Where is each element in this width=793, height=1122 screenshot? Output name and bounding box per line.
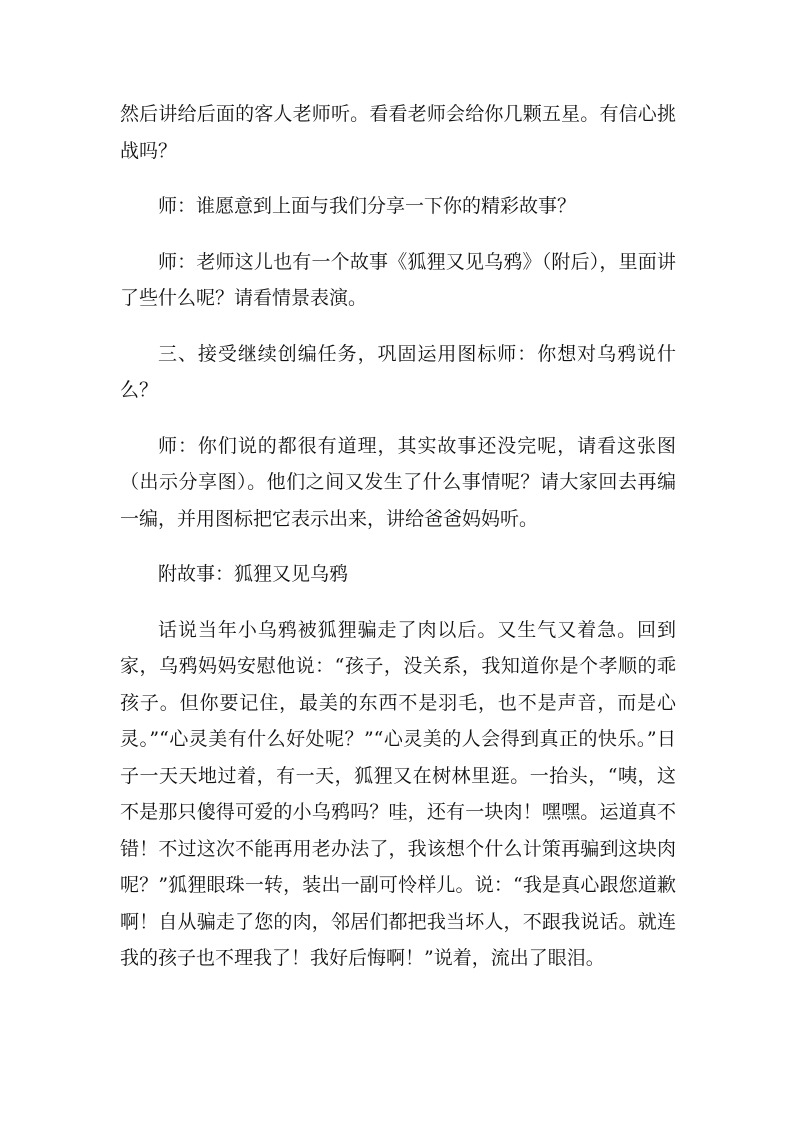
paragraph-continued-text: 然后讲给后面的客人老师听。看看老师会给你几颗五星。有信心挑战吗？ (120, 103, 676, 162)
document-body (120, 96, 676, 977)
paragraph-appendix-story: 话说当年小乌鸦被狐狸骗走了肉以后。又生气又着急。回到家，乌鸦妈妈安慰他说：“孩子，没关系，我知道你是个孝顺的乖孩子。但你要记住，最美的东西不是羽毛，也不是声音，而是心灵。”“心灵美有什么好处呢？”“心灵美的人会得到真正的快乐。”日子一天天地过着，有一天，狐狸又在树林里逛。一抬头，“咦，这不是那只傻得可爱的小乌鸦吗？哇，还有一块肉！嘿嘿。运道真不错！不过这次不能再用老办法了，我该想个什么计策再骗到这块肉呢？”狐狸眼珠一转，装出一副可怜样儿。说：“我是真心跟您道歉啊！自从骗走了您的肉，邻居们都把我当坏人，不跟我说话。就连我的孩子也不理我了！我好后悔啊！”说着，流出了眼泪。 (120, 618, 676, 969)
paragraph-teacher-invite: 师：谁愿意到上面与我们分享一下你的精彩故事？ (158, 195, 577, 217)
paragraph-teacher-story: 师：老师这儿也有一个故事《狐狸又见乌鸦》（附后），里面讲了些什么呢？请看情景表演。 (120, 250, 676, 309)
paragraph-appendix-title: 附故事：狐狸又见乌鸦 (158, 563, 349, 585)
paragraph-section-three: 三、接受继续创编任务，巩固运用图标师：你想对乌鸦说什么？ (120, 342, 676, 401)
paragraph-teacher-picture: 师：你们说的都很有道理，其实故事还没完呢，请看这张图（出示分享图）。他们之间又发生了什么事情呢？请大家回去再编一编，并用图标把它表示出来，讲给爸爸妈妈听。 (120, 434, 676, 530)
